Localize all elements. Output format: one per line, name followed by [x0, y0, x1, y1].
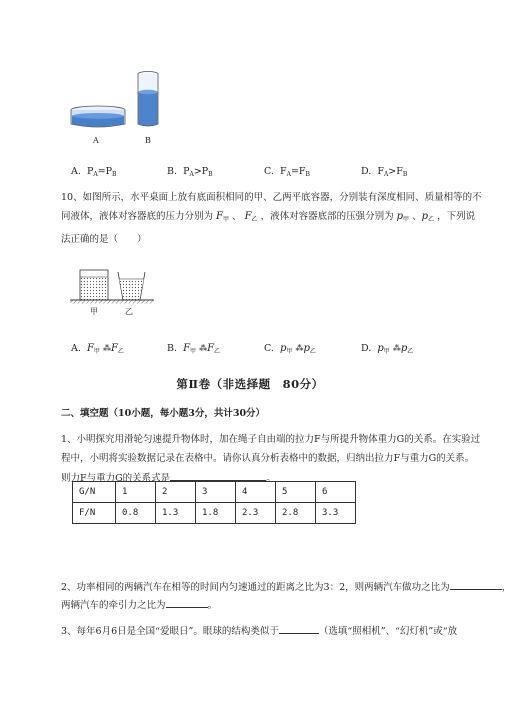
table-cell: 1.3: [156, 503, 196, 524]
q9-option-c[interactable]: C. $F_A=F_B$: [264, 166, 310, 178]
figure-label-b: B: [145, 136, 151, 145]
figure-containers-jia-yi: [68, 262, 158, 318]
table-cell: 1: [116, 482, 156, 503]
q1-line1: 1、小明探究用滑轮匀速提升物体时，加在绳子自由端的拉力F与所提升物体重力G的关系。在实验过: [61, 434, 481, 445]
table-cell: 6: [316, 482, 356, 503]
table-cell: 2.3: [236, 503, 276, 524]
table-cell: F/N: [73, 503, 116, 524]
section-title: 第Ⅱ卷（非选择题 80分）: [176, 377, 324, 391]
figure-label-yi: 乙: [125, 307, 133, 316]
answer-blank[interactable]: [279, 625, 319, 634]
q10-option-d[interactable]: D. $p_甲$ $⁂p_乙$: [361, 343, 414, 355]
answer-blank[interactable]: [170, 472, 266, 481]
figure-label-jia: 甲: [90, 307, 98, 316]
q2-line2: 两辆汽车的牵引力之比为 。: [61, 600, 218, 611]
table-cell: 0.8: [116, 503, 156, 524]
table-row: [73, 482, 356, 503]
answer-blank[interactable]: [450, 581, 502, 590]
table-cell: G/N: [73, 482, 116, 503]
table-cell: 3: [196, 482, 236, 503]
table-cell: 3.3: [316, 503, 356, 524]
figure-label-a: A: [93, 136, 99, 145]
table-cell: 2.8: [276, 503, 316, 524]
option-letter: C.: [264, 343, 274, 354]
q3-line1: 3、每年6月6日是全国“爱眼日”。眼球的结构类似于 （选填“照相机”、“幻灯机”或“放: [61, 626, 458, 637]
q2-line1: 2、功率相同的两辆汽车在相等的时间内匀速通过的距离之比为3：2，则两辆汽车做功之比为 ，: [61, 582, 511, 593]
q10-line2: 同液体，液体对容器底的压力分别为 $F_甲$ 、 $F_乙$ ，液体对容器底部的压强分别为 $p_甲$ 、$p_乙$ ，下列说: [61, 211, 476, 223]
option-letter: C.: [264, 166, 274, 177]
q1-line3: 则力F与重力G的关系式是 。: [61, 473, 276, 484]
option-letter: D.: [361, 343, 372, 354]
table-cell: 2: [156, 482, 196, 503]
q10-line3: 法正确的是（ ）: [61, 234, 147, 245]
f-jia-symbol: $F_甲$: [216, 211, 230, 223]
table-cell: 1.8: [196, 503, 236, 524]
q10-option-c[interactable]: C. $p_甲$ $⁂p_乙$: [264, 343, 316, 355]
option-letter: A.: [71, 166, 81, 177]
relation-symbol-icon: ⁂: [102, 344, 111, 353]
option-letter: B.: [167, 166, 178, 177]
q9-option-b[interactable]: B. $P_A>P_B$: [167, 166, 213, 178]
q9-option-a[interactable]: A. $P_A=P_B$: [71, 166, 117, 178]
figure-containers-ab: [60, 62, 180, 152]
relation-symbol-icon: ⁂: [295, 344, 304, 353]
option-letter: A.: [71, 343, 81, 354]
answer-blank[interactable]: [166, 599, 208, 608]
option-letter: D.: [361, 166, 372, 177]
q10-line1: 10、如图所示，水平桌面上放有底面积相同的甲、乙两平底容器，分别装有深度相同、质量相等的不: [61, 192, 482, 203]
option-letter: B.: [167, 343, 178, 354]
relation-symbol-icon: ⁂: [392, 344, 401, 353]
relation-symbol-icon: ⁂: [199, 344, 208, 353]
q1-line2: 程中，小明将实验数据记录在表格中。请你认真分析表格中的数据，归纳出拉力F与重力G的关系。: [61, 453, 475, 464]
q10-option-b[interactable]: B. $F_甲$ $⁂F_乙$: [167, 343, 221, 355]
table-cell: 4: [236, 482, 276, 503]
p-jia-symbol: $p_甲$: [396, 211, 410, 223]
f-yi-symbol: $F_乙$: [244, 211, 258, 223]
table-row: [73, 503, 356, 524]
q9-option-d[interactable]: D. $F_A>F_B$: [361, 166, 408, 178]
table-cell: 5: [276, 482, 316, 503]
part-heading: 二、填空题（10小题，每小题3分，共计30分）: [61, 408, 266, 419]
q10-option-a[interactable]: A. $F_甲$ $⁂F_乙$: [71, 343, 124, 355]
data-table: [72, 481, 356, 524]
p-yi-symbol: $p_乙$: [421, 211, 435, 223]
